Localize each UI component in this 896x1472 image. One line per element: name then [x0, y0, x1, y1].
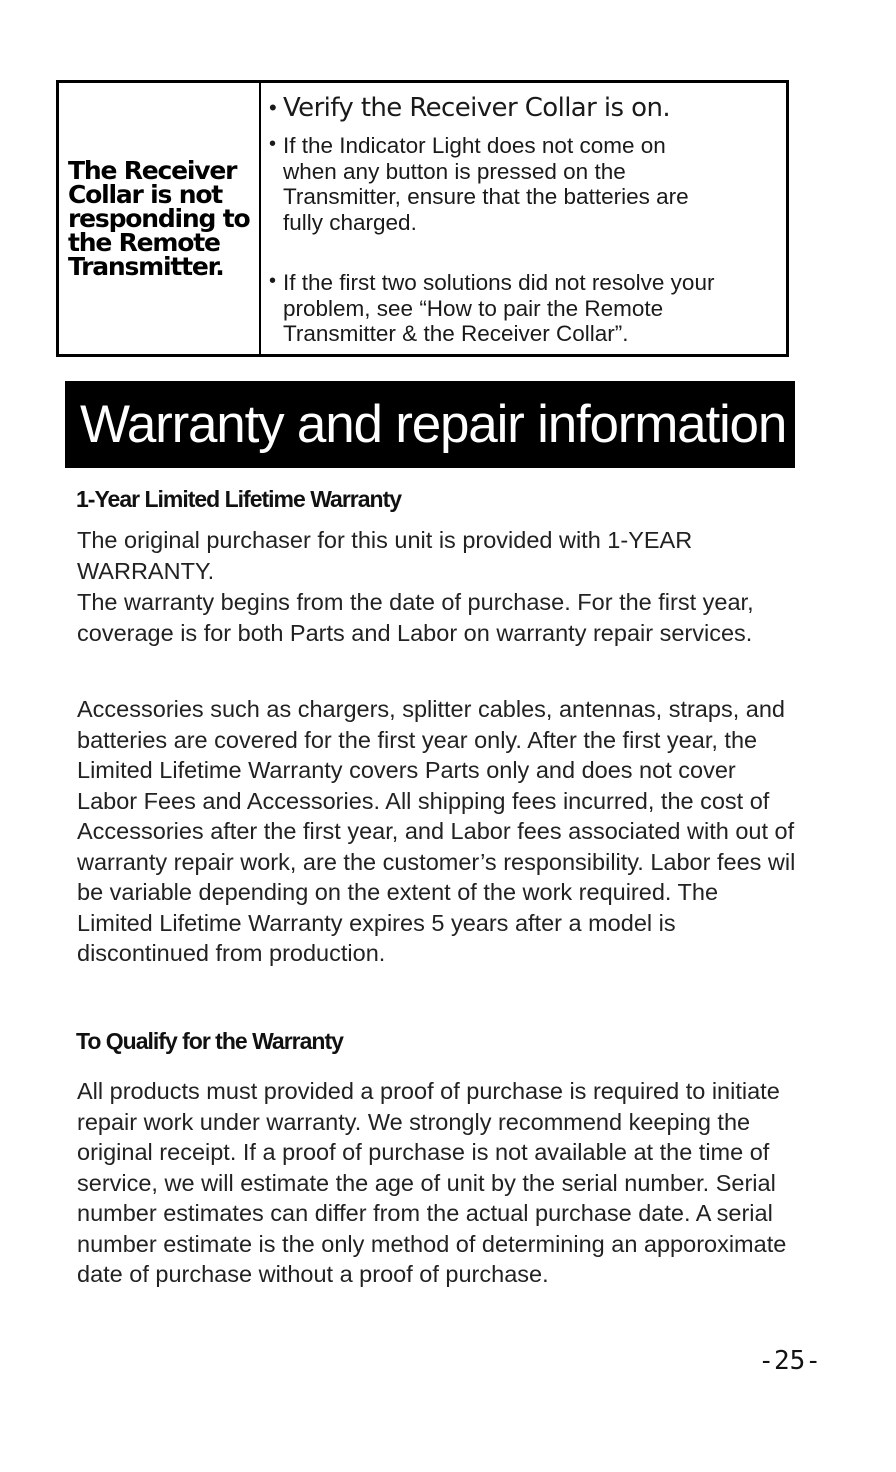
bullet-icon: • [269, 270, 277, 292]
section-title: Warranty and repair information [80, 395, 787, 454]
solution-text: Verify the Receiver Collar is on. [283, 93, 670, 123]
problem-cell [59, 83, 261, 354]
solution-text: If the Indicator Light does not come on when any button is pressed on the Transmitter, ensure that the batteries are fully charged. [283, 133, 689, 235]
problem-text: The Receiver Collar is not responding to the Remote Transmitter. [68, 156, 250, 281]
solution-item [269, 91, 670, 125]
bullet-icon: • [269, 95, 277, 120]
solution-item [269, 270, 729, 347]
solution-item [269, 133, 709, 235]
warranty-paragraph: Accessories such as chargers, splitter cables, antennas, straps, and batteries are covered for the first year only. After the first year, the Limited Lifetime Warranty covers Parts only and does not cover Labor Fees and Accessories. All shipping fees incurred, the cost of Accessories after the first year, and Labor fees associated with out of warranty repair work, are the customer’s responsibility. Labor fees wil be variable depending on the extent of the work required. The Limited Lifetime Warranty expires 5 years after a model is discontinued from production. [77, 696, 796, 966]
qualify-heading: To Qualify for the Warranty [76, 1028, 343, 1054]
troubleshooting-table [56, 80, 789, 357]
bullet-icon: • [269, 133, 277, 155]
section-title-banner [65, 381, 795, 468]
page-number: -25- [758, 1346, 821, 1376]
warranty-heading: 1-Year Limited Lifetime Warranty [76, 486, 402, 512]
warranty-paragraph: The original purchaser for this unit is provided with 1-YEAR WARRANTY. [77, 527, 693, 584]
solutions-cell [261, 83, 786, 354]
qualify-paragraph: All products must provided a proof of purchase is required to initiate repair work under warranty. We strongly recommend keeping the original receipt. If a proof of purchase is not available at the time of service, we will estimate the age of unit by the serial number. Serial number estimates can differ from the actual purchase date. A serial number estimate is the only method of determining an apporoximate date of purchase without a proof of purchase. [77, 1078, 787, 1287]
solution-text: If the first two solutions did not resolve your problem, see “How to pair the Remote Transmitter & the Receiver Collar”. [283, 270, 715, 346]
warranty-paragraph: The warranty begins from the date of purchase. For the first year, coverage is for both Parts and Labor on warranty repair services. [77, 589, 754, 646]
